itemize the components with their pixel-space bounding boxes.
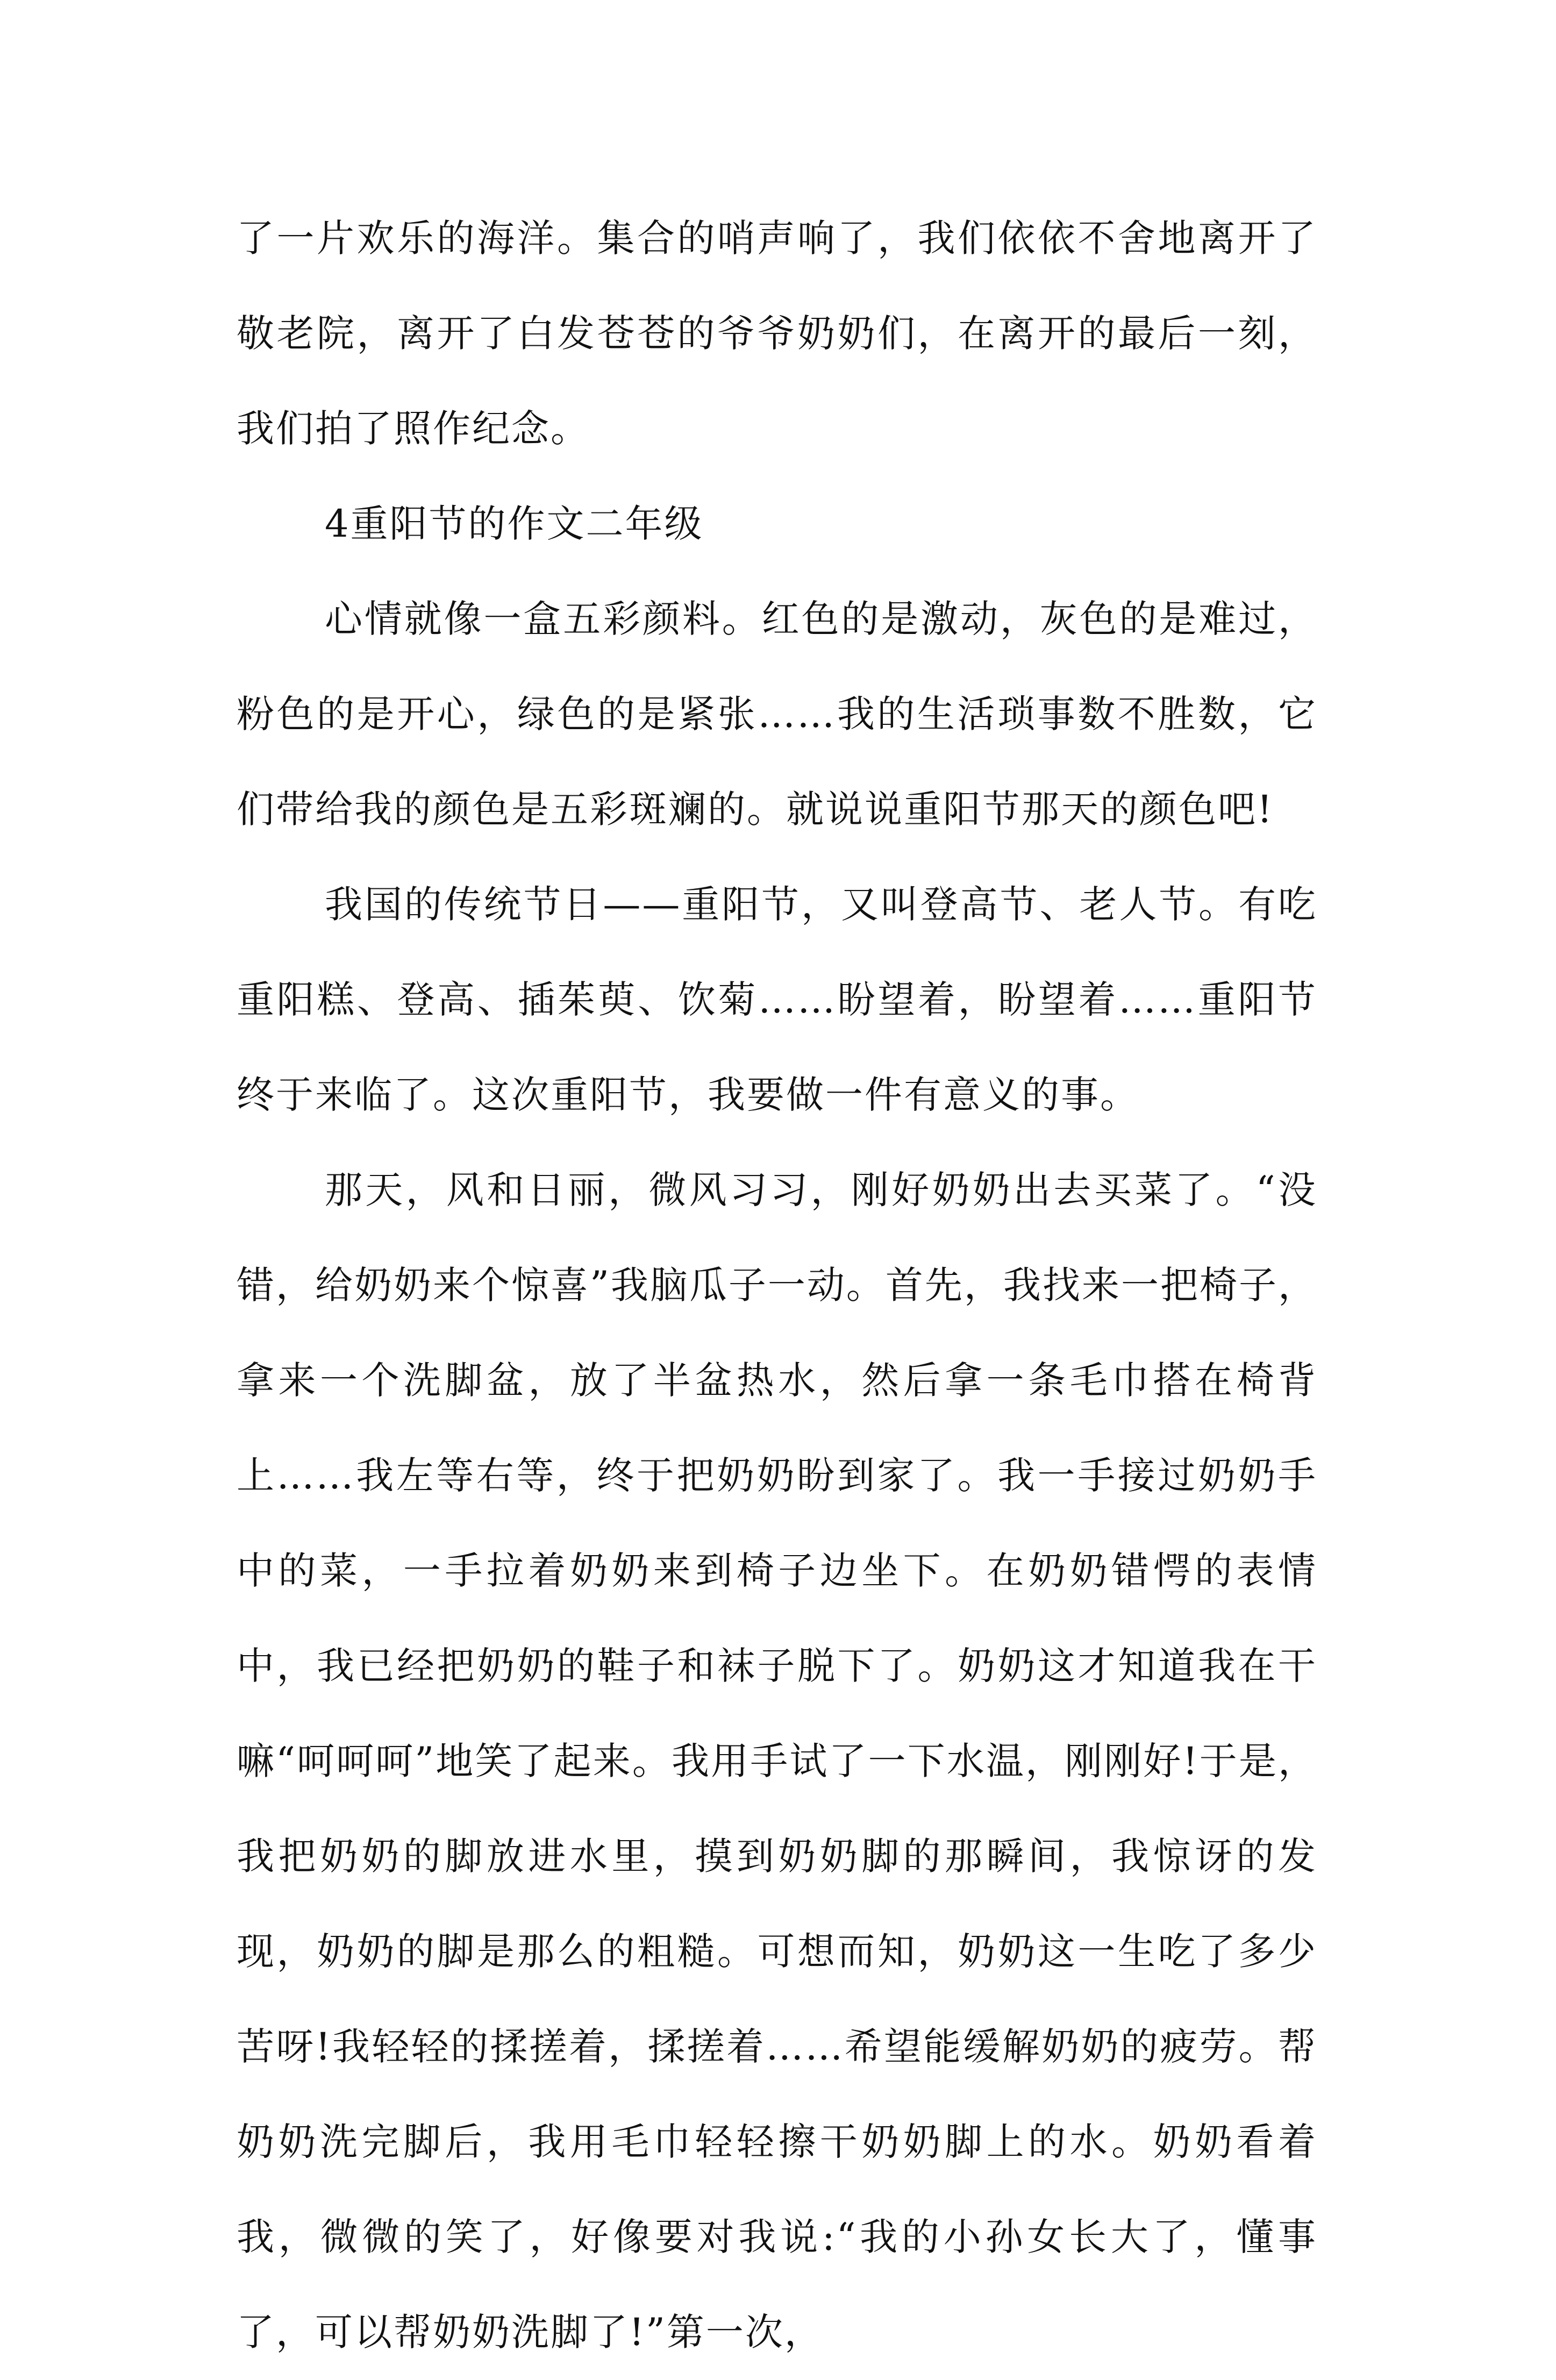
paragraph-continuation: 了一片欢乐的海洋。集合的哨声响了，我们依依不舍地离开了敬老院，离开了白发苍苍的爷爷奶奶们，在离开的最后一刻，我们拍了照作纪念。 bbox=[237, 216, 1317, 451]
paragraph-festival: 我国的传统节日——重阳节，又叫登高节、老人节。有吃重阳糕、登高、插茱萸、饮菊……盼望着，盼望着……重阳节终于来临了。这次重阳节，我要做一件有意义的事。 bbox=[237, 882, 1317, 1117]
section-heading: 4重阳节的作文二年级 bbox=[325, 502, 704, 546]
document-body bbox=[237, 191, 1317, 2380]
paragraph-intro: 心情就像一盒五彩颜料。红色的是激动，灰色的是难过，粉色的是开心，绿色的是紧张……我的生活琐事数不胜数，它们带给我的颜色是五彩斑斓的。就说说重阳节那天的颜色吧! bbox=[237, 597, 1317, 831]
paragraph-story: 那天，风和日丽，微风习习，刚好奶奶出去买菜了。“没错，给奶奶来个惊喜”我脑瓜子一动。首先，我找来一把椅子，拿来一个洗脚盆，放了半盆热水，然后拿一条毛巾搭在椅背上……我左等右等，终于把奶奶盼到家了。我一手接过奶奶手中的菜，一手拉着奶奶来到椅子边坐下。在奶奶错愕的表情中，我已经把奶奶的鞋子和袜子脱下了。奶奶这才知道我在干嘛“呵呵呵”地笑了起来。我用手试了一下水温，刚刚好!于是，我把奶奶的脚放进水里，摸到奶奶脚的那瞬间，我惊讶的发现，奶奶的脚是那么的粗糙。可想而知，奶奶这一生吃了多少苦呀!我轻轻的揉搓着，揉搓着……希望能缓解奶奶的疲劳。帮奶奶洗完脚后，我用毛巾轻轻擦干奶奶脚上的水。奶奶看着我，微微的笑了，好像要对我说:“我的小孙女长大了，懂事了，可以帮奶奶洗脚了!”第一次， bbox=[237, 1168, 1317, 2354]
